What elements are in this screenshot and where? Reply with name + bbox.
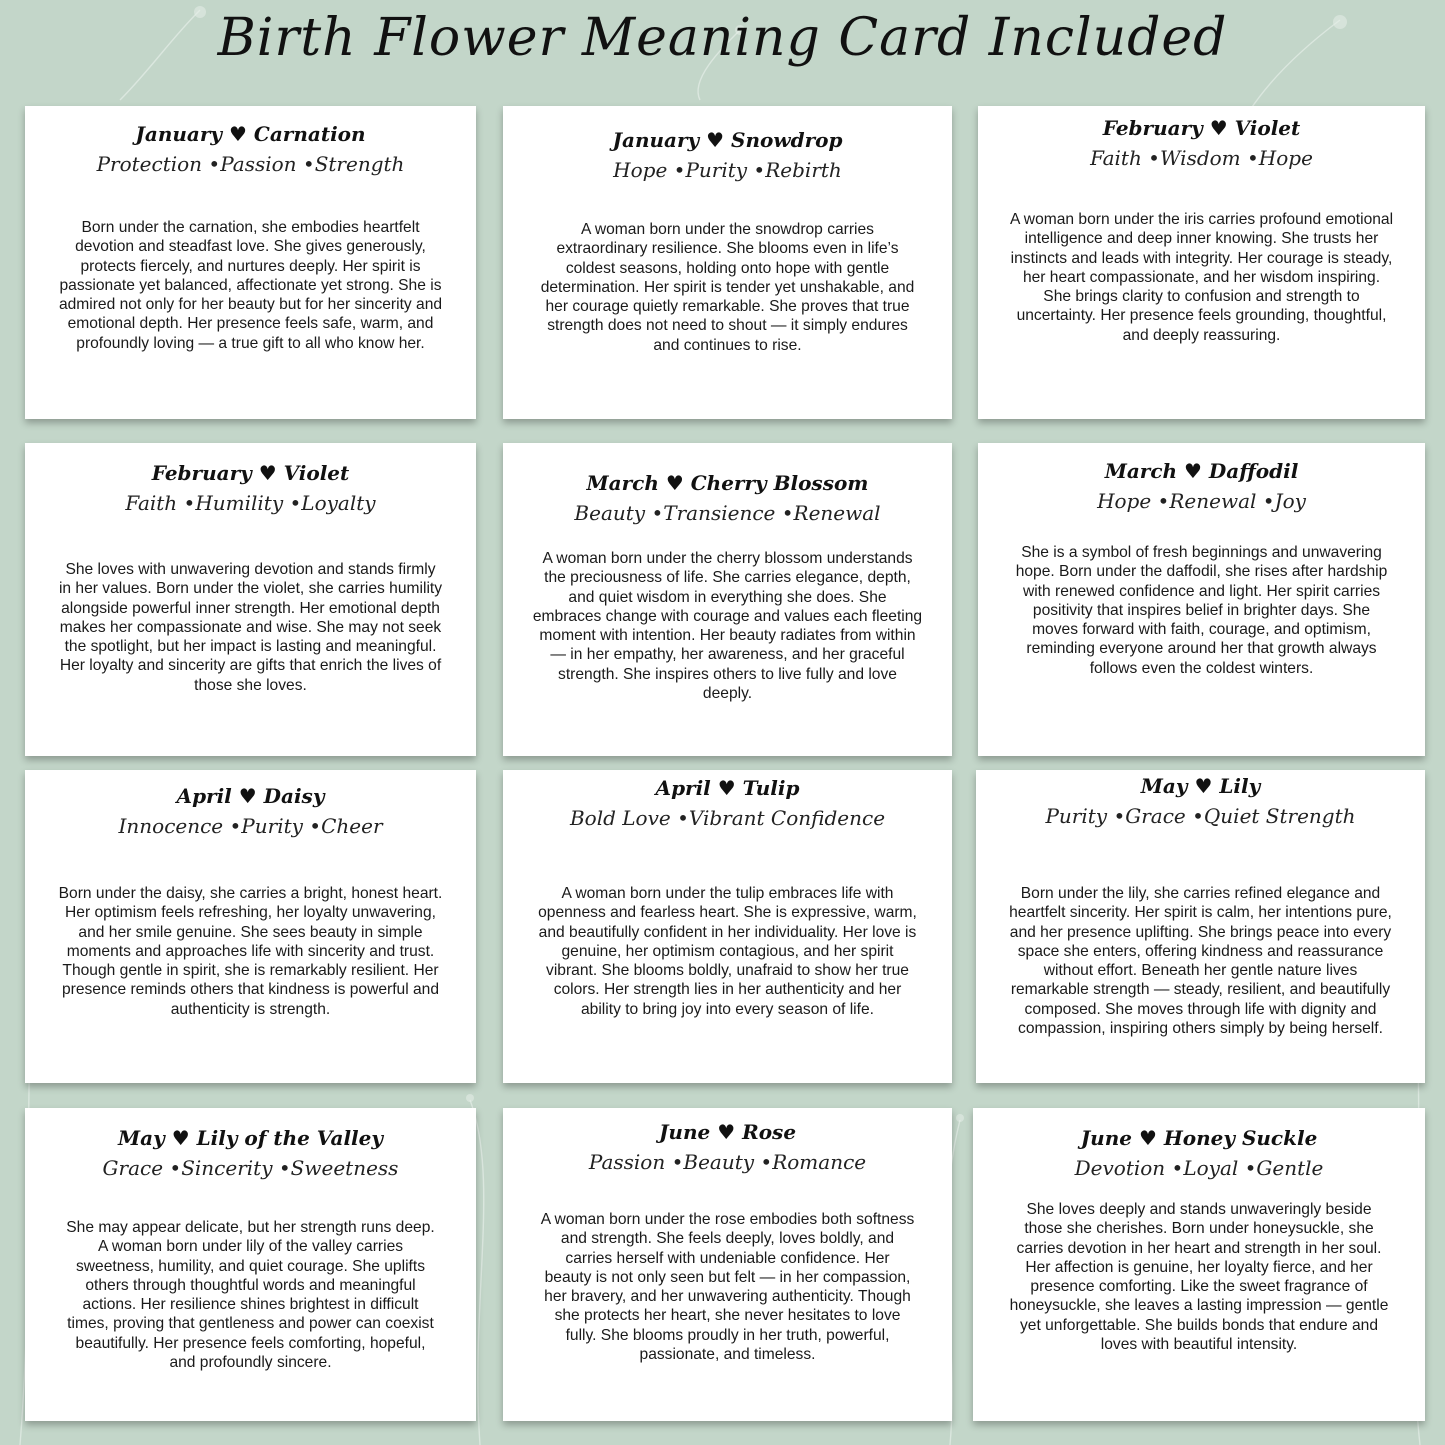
card-heading	[503, 128, 952, 152]
card-body: A woman born under the tulip embraces life with openness and fearless heart. She is expressive, warm, and beautifully confident in her individuality. Her love is genuine, her optimism contagious, and her spirit vibrant. She blooms boldly, unafraid to show her true colors. Her strength lies in her authenticity and her ability to bring joy into every season of life.	[538, 885, 917, 1018]
card-body: She loves deeply and stands unwaveringly beside those she cherishes. Born under honeysuckle, she carries devotion in her heart and strength in her soul. Her affection is genuine, her loyalty fierce, and her presence comforting. Like the sweet fragrance of honeysuckle, she leaves a lasting impression — gentle yet unforgettable. She builds bonds that endure and loves with beautiful intensity.	[1009, 1201, 1389, 1354]
card-flower: Violet	[1234, 116, 1301, 140]
heart-icon: ♥	[171, 1126, 190, 1150]
heart-icon: ♥	[706, 128, 725, 152]
card-february-violet	[25, 443, 476, 756]
card-march-cherry-blossom	[503, 443, 952, 756]
card-body: Born under the lily, she carries refined elegance and heartfelt sincerity. Her spirit is calm, her intentions pure, and her presence uplifting. She brings peace into every space she enters, offering kindness and reassurance without effort. Beneath her gentle nature lives remarkable strength — steady, resilient, and beautifully composed. She moves through life with dignity and compassion, inspiring others simply by being herself.	[1009, 885, 1392, 1038]
card-traits: Faith •Wisdom •Hope	[1090, 146, 1313, 170]
card-body: Born under the daisy, she carries a bright, honest heart. Her optimism feels refreshing, her loyalty unwavering, and her smile genuine. She sees beauty in simple moments and approaches life with sincerity and trust. Though gentle in spirit, she is remarkably resilient. Her presence reminds others that kindness is powerful and authenticity is strength.	[58, 885, 443, 1018]
card-heading	[503, 1120, 952, 1144]
page-title: Birth Flower Meaning Card Included	[217, 8, 1228, 68]
card-april-tulip	[503, 770, 952, 1083]
card-traits: Passion •Beauty •Romance	[588, 1150, 867, 1174]
card-traits: Innocence •Purity •Cheer	[118, 814, 383, 838]
card-flower: Snowdrop	[731, 128, 843, 152]
heart-icon: ♥	[1209, 116, 1228, 140]
card-month: March	[1104, 459, 1178, 483]
card-traits: Devotion •Loyal •Gentle	[1074, 1156, 1324, 1180]
card-may-lily-of-the-valley	[25, 1108, 476, 1421]
card-month: March	[586, 471, 659, 495]
card-heading	[978, 459, 1425, 483]
card-flower: Daffodil	[1208, 459, 1299, 483]
card-heading	[25, 784, 476, 808]
card-month: January	[135, 122, 223, 146]
heart-icon: ♥	[238, 784, 257, 808]
card-heading	[503, 776, 952, 800]
card-traits: Protection •Passion •Strength	[96, 152, 405, 176]
card-january-snowdrop	[503, 106, 952, 419]
card-heading	[25, 122, 476, 146]
card-april-daisy	[25, 770, 476, 1083]
card-flower: Lily	[1219, 774, 1261, 798]
card-march-daffodil	[978, 443, 1425, 756]
heart-icon: ♥	[1184, 459, 1202, 483]
card-traits: Faith •Humility •Loyalty	[125, 491, 376, 515]
card-traits: Purity •Grace •Quiet Strength	[1045, 804, 1356, 828]
card-body: A woman born under the cherry blossom understands the preciousness of life. She carries elegance, depth, and quiet wisdom in everything she does. She embraces change with courage and values each fleeting moment with intention. Her beauty radiates from within — in her empathy, her awareness, and her graceful strength. She inspires others to live fully and love deeply.	[532, 550, 923, 703]
heart-icon: ♥	[717, 776, 736, 800]
card-month: June	[658, 1120, 711, 1144]
card-heading	[25, 1126, 476, 1150]
heart-icon: ♥	[717, 1120, 736, 1144]
card-june-rose	[503, 1108, 952, 1421]
card-body: A woman born under the snowdrop carries extraordinary resilience. She blooms even in life’s coldest seasons, holding onto hope with gentle determination. Her spirit is tender yet unshakable, and her courage quietly remarkable. She proves that true strength does not need to shout — it simply endures and continues to rise.	[540, 221, 915, 354]
card-month: January	[612, 128, 700, 152]
card-heading	[978, 116, 1425, 140]
card-traits: Hope •Renewal •Joy	[1097, 489, 1306, 513]
card-heading	[503, 471, 952, 495]
card-body: She loves with unwavering devotion and stands firmly in her values. Born under the violet, she carries humility alongside powerful inner strength. Her emotional depth makes her compassionate and wise. She may not seek the spotlight, but her impact is lasting and meaningful. Her loyalty and sincerity are gifts that enrich the lives of those she loves.	[58, 561, 443, 694]
heart-icon: ♥	[665, 471, 684, 495]
card-body: A woman born under the rose embodies both softness and strength. She feels deeply, loves boldly, and carries herself with undeniable confidence. Her beauty is not only seen but felt — in her compassion, her bravery, and her unwavering authenticity. Though she protects her heart, she never hesitates to love fully. She blooms proudly in her truth, powerful, passionate, and timeless.	[540, 1211, 915, 1364]
heart-icon: ♥	[1194, 774, 1213, 798]
card-traits: Beauty •Transience •Renewal	[574, 501, 881, 525]
card-may-lily	[976, 770, 1425, 1083]
card-heading	[25, 461, 476, 485]
card-month: February	[151, 461, 252, 485]
card-flower: Carnation	[253, 122, 366, 146]
card-flower: Cherry Blossom	[690, 471, 869, 495]
card-traits: Bold Love •Vibrant Confidence	[569, 806, 886, 830]
card-month: May	[1140, 774, 1188, 798]
card-month: February	[1102, 116, 1203, 140]
card-traits: Hope •Purity •Rebirth	[613, 158, 842, 182]
card-month: May	[118, 1126, 165, 1150]
card-flower: Rose	[742, 1120, 797, 1144]
card-month: April	[176, 784, 232, 808]
card-flower: Honey Suckle	[1163, 1126, 1318, 1150]
card-body: She is a symbol of fresh beginnings and unwavering hope. Born under the daffodil, she rises after hardship with renewed confidence and light. Her spirit carries positivity that inspires belief in brighter days. She moves forward with faith, courage, and optimism, reminding everyone around her that growth always follows even the coldest winters.	[1015, 544, 1388, 677]
card-june-honey-suckle	[973, 1108, 1425, 1421]
card-body: A woman born under the iris carries profound emotional intelligence and deep inner knowing. She trusts her instincts and leads with integrity. Her courage is steady, her heart compassionate, and her wisdom inspiring. She brings clarity to confusion and strength to uncertainty. Her presence feels grounding, thoughtful, and deeply reassuring.	[1009, 211, 1394, 344]
card-month: June	[1080, 1126, 1132, 1150]
card-flower: Violet	[283, 461, 350, 485]
heart-icon: ♥	[1138, 1126, 1157, 1150]
card-flower: Tulip	[742, 776, 800, 800]
card-flower: Daisy	[263, 784, 325, 808]
card-month: April	[655, 776, 711, 800]
card-traits: Grace •Sincerity •Sweetness	[102, 1156, 399, 1180]
card-heading	[973, 1126, 1425, 1150]
card-body: Born under the carnation, she embodies heartfelt devotion and steadfast love. She gives generously, protects fiercely, and nurtures deeply. Her spirit is passionate yet balanced, affectionate yet strong. She is admired not only for her beauty but for her sincerity and emotional depth. Her presence feels safe, warm, and profoundly loving — a true gift to all who know her.	[58, 219, 443, 352]
card-february-violet-iris	[978, 106, 1425, 419]
card-january-carnation	[25, 106, 476, 419]
card-heading	[976, 774, 1425, 798]
heart-icon: ♥	[258, 461, 277, 485]
card-flower: Lily of the Valley	[196, 1126, 383, 1150]
card-body: She may appear delicate, but her strength runs deep. A woman born under lily of the valley carries sweetness, humility, and quiet courage. She uplifts others through thoughtful words and meaningful actions. Her resilience shines brightest in difficult times, proving that gentleness and power can coexist beautifully. Her presence feels comforting, hopeful, and profoundly sincere.	[66, 1219, 435, 1372]
heart-icon: ♥	[229, 122, 247, 146]
